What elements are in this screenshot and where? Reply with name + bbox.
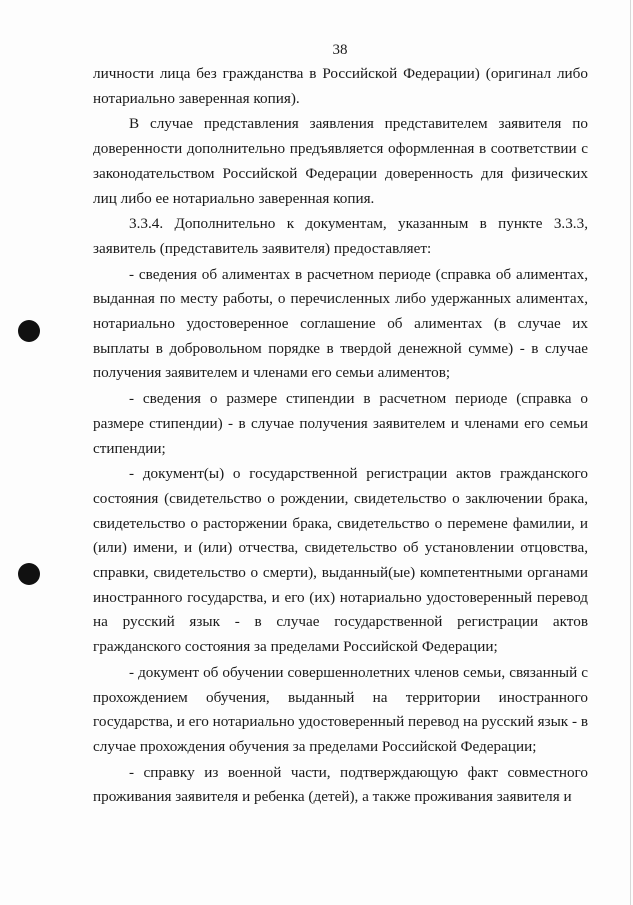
page-edge-line — [630, 0, 631, 905]
list-item: - сведения о размере стипендии в расчетном периоде (справка о размере стипендии) - в случае получения заявителем и членами его семьи стипендии; — [93, 390, 588, 457]
paragraph: В случае представления заявления представителем заявителя по доверенности дополнительно предъявляется оформленная в соответствии с законодательством Российской Федерации доверенность для физических лиц либо ее нотариально заверенная копия. — [93, 115, 588, 207]
punch-hole-mark — [18, 320, 40, 342]
page-number: 38 — [332, 42, 348, 58]
document-body — [93, 62, 588, 811]
list-item: - справку из военной части, подтверждающую факт совместного проживания заявителя и ребенка (детей), а также проживания заявителя и — [93, 763, 588, 806]
list-item: - документ(ы) о государственной регистрации актов гражданского состояния (свидетельство о рождении, свидетельство о заключении брака, свидетельство о расторжении брака, свидетельство о перемене фамилии, и (или) имени, и (или) отчества, свидетельство об установлении отцовства, справки, свидетельство о смерти), выданный(ые) компетентными органами иностранного государства, и его (их) нотариально удостоверенный перевод на русский язык - в случае государственной регистрации актов гражданского состояния за пределами Российской Федерации; — [93, 465, 588, 656]
paragraph: личности лица без гражданства в Российской Федерации) (оригинал либо нотариально заверенная копия). — [93, 65, 588, 107]
list-item: - документ об обучении совершеннолетних членов семьи, связанный с прохождением обучения, выданный на территории иностранного государства, и его нотариально удостоверенный перевод на русский язык - в случае прохождения обучения за пределами Российской Федерации; — [93, 663, 588, 755]
punch-hole-mark — [18, 563, 40, 585]
paragraph: 3.3.4. Дополнительно к документам, указанным в пункте 3.3.3, заявитель (представитель заявителя) предоставляет: — [93, 215, 588, 257]
list-item: - сведения об алиментах в расчетном периоде (справка об алиментах, выданная по месту работы, о перечисленных либо удержанных алиментах, нотариально удостоверенное соглашение об алиментах (в случае их выплаты в добровольном порядке в твердой денежной сумме) - в случае получения заявителем и членами его семьи алиментов; — [93, 265, 588, 382]
